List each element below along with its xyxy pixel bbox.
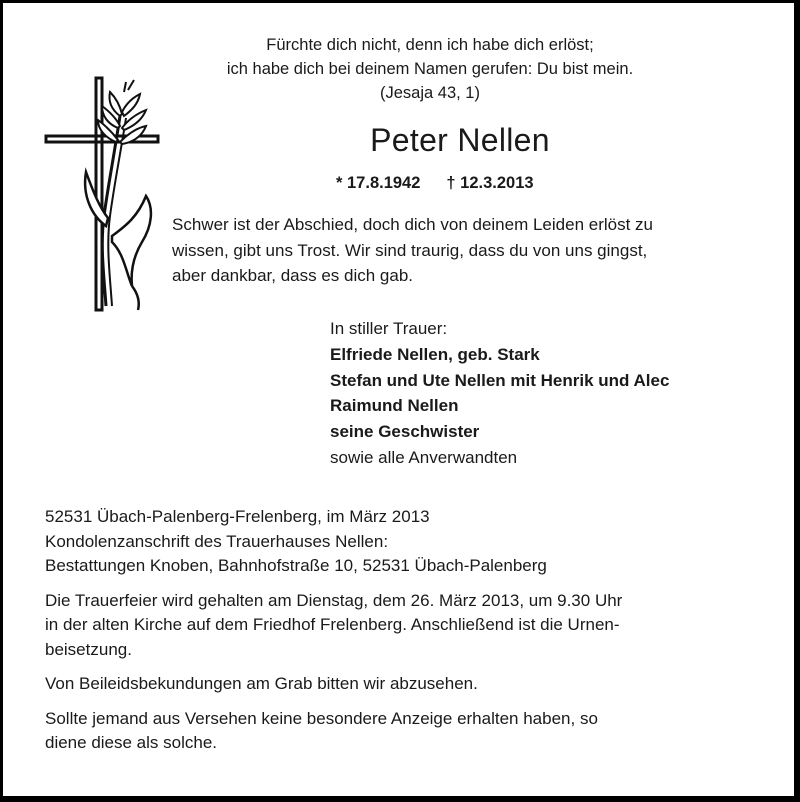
birth-date: * 17.8.1942 [336,174,421,192]
notice-details [45,505,760,756]
verse-line-2: ich habe dich bei deinem Namen gerufen: Du bist mein. [226,60,634,78]
ceremony-line-1: Die Trauerfeier wird gehalten am Dienstag, dem 26. März 2013, um 9.30 Uhr [45,590,623,610]
mourner-name: Raimund Nellen [330,396,459,416]
verse-line-1: Fürchte dich nicht, denn ich habe dich erlöst; [266,36,594,54]
ceremony-line-3: beisetzung. [45,639,132,659]
verse-reference: (Jesaja 43, 1) [380,84,480,102]
notice-line-2: diene diese als solche. [45,733,218,752]
life-dates [336,174,534,193]
farewell-line-2: wissen, gibt uns Trost. Wir sind traurig, dass du von uns gingst, [172,240,648,260]
deceased-name: Peter Nellen [370,122,550,158]
mourner-name: Elfriede Nellen, geb. Stark [330,344,540,364]
condolence-address: Bestattungen Knoben, Bahnhofstraße 10, 52531 Übach-Palenberg [45,556,547,575]
farewell-line-1: Schwer ist der Abschied, doch dich von deinem Leiden erlöst zu [172,215,653,234]
farewell-line-3: aber dankbar, dass es dich gab. [172,266,413,285]
bible-verse [170,33,690,105]
cross-with-wheat-icon [42,76,164,312]
ceremony-line-2: in der alten Kirche auf dem Friedhof Frelenberg. Anschließend ist die Urnen- [45,615,620,634]
mourner-name: Stefan und Ute Nellen mit Henrik und Alec [330,370,670,390]
mourners-closing: sowie alle Anverwandten [330,447,518,467]
death-date: † 12.3.2013 [446,174,534,192]
notice-line-1: Sollte jemand aus Versehen keine besondere Anzeige erhalten haben, so [45,708,598,728]
condolence-label: Kondolenzanschrift des Trauerhauses Nellen: [45,531,389,551]
mourners-intro: In stiller Trauer: [330,319,448,338]
mourners-list [330,316,669,471]
place-date: 52531 Übach-Palenberg-Frelenberg, im März 2013 [45,507,430,526]
condolence-note: Von Beileidsbekundungen am Grab bitten wir abzusehen. [45,674,478,693]
mourner-name: seine Geschwister [330,422,480,442]
farewell-text [172,212,762,289]
